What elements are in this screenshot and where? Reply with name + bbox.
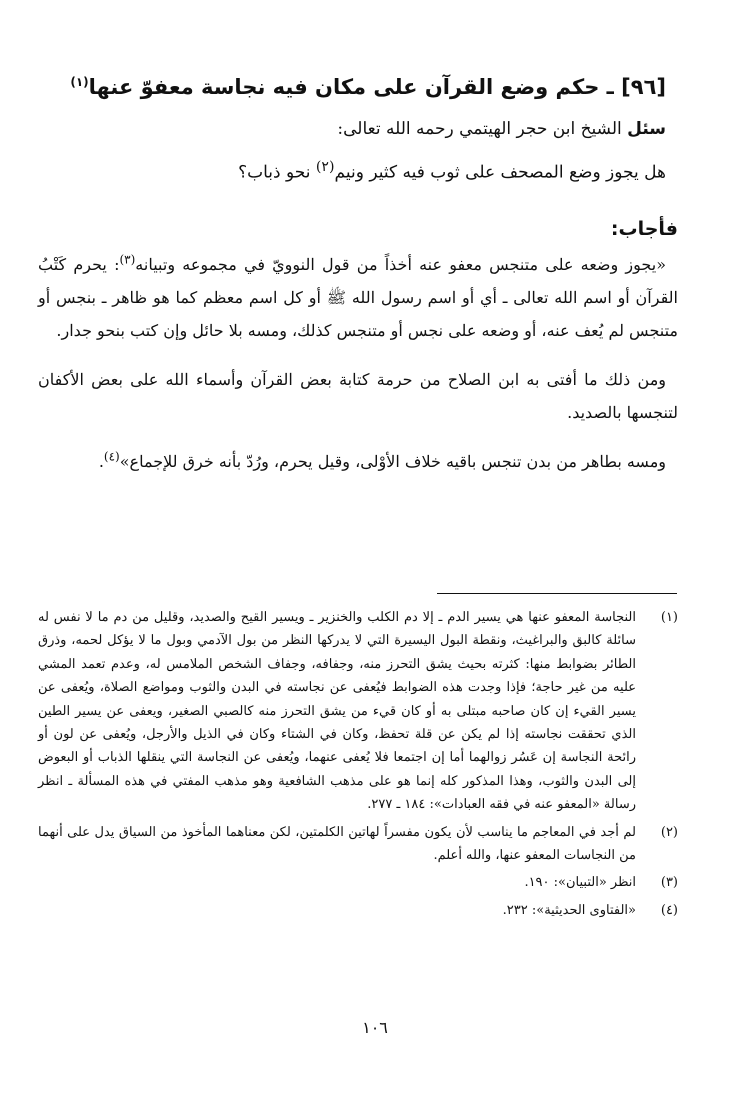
footnote-text: انظر «التبيان»: ١٩٠. [524, 875, 636, 891]
footnote-ref-4[interactable]: (٤) [103, 449, 120, 464]
title-text: [٩٦] ـ حكم وضع القرآن على مكان فيه نجاسة معفوّ عنها [88, 75, 666, 99]
footnote-text: النجاسة المعفو عنها هي يسير الدم ـ إلا دم الكلب والخنزير ـ ويسير القيح والصديد، وقليل من دم ما لا نفس له سائلة كالبق والبراغيث، ونقطة البول اليسيرة التي لا يدركها النظر من بول الآدمي وبول ما لا يؤكل لحمه، وذرق الطائر بضوابط منها: كثرته بحيث يشق التحرز منه، وجفافه، وجفاف الشخص الملامس له، وعدم تعمد المشي عليه من غير حاجة؛ فإذا وجدت هذه الضوابط فيُعفى عن نجاسته في البدن والثوب ومواضع الصلاة، ويُعفى عن يسير القيء إن كان صاحبه مبتلى به أو كان قيء من يشق التحرز منه كالصبي الصغير، ويعفى عن يسير الطين الذي تحققت نجاسته إذا لم يكن عن قلة تحفظ، وكان في الشتاء وكان في الذيل والأرجل، ويُعفى عن لون أو رائحة النجاسة إن عَسُر زوالهما أما إن اجتمعا فلا يُعفى عنهما، ويُعفى عن النجاسة التي ينقلها الذباب أو البعوض إلى البدن والثوب، وهذا المذكور كله إنما هو على مذهب الشافعية وهو مذهب المفتي في هذه المسألة ـ انظر رسالة «المعفو عنه في فقه العبادات»: ١٨٤ ـ ٢٧٧. [38, 610, 637, 813]
footnote-ref-3[interactable]: (٣) [119, 252, 136, 267]
fatwa-title [38, 72, 678, 102]
question-asker: سئل [627, 119, 666, 139]
question-block [38, 110, 678, 192]
footnote-number: (٤) [660, 902, 678, 918]
footnote-2 [38, 821, 678, 868]
footnote-ref-2[interactable]: (٢) [315, 159, 335, 175]
footnote-number: (٣) [660, 875, 678, 891]
question-text-after: نحو ذباب؟ [238, 162, 311, 183]
question-intro-line [38, 110, 666, 148]
p3-text: ومسه بطاهر من بدن تنجس باقيه خلاف الأوْلى، وقيل يحرم، ورُدّ بأنه خرق للإجماع» [119, 451, 666, 471]
question-intro: الشيخ ابن حجر الهيتمي رحمه الله تعالى: [337, 119, 622, 139]
p1-part1: «يجوز وضعه على متنجس معفو عنه أخذاً من قول النوويّ في مجموعه وتبيانه [135, 254, 666, 274]
question-text-line [38, 148, 666, 192]
footnote-text: لم أجد في المعاجم ما يناسب لأن يكون مفسراً لهاتين الكلمتين، لكن معناهما المأخوذ من السياق يدل على أنهما من النجاسات المعفو عنها، والله أعلم. [38, 824, 636, 864]
question-text-before: هل يجوز وضع المصحف على ثوب فيه كثير ونيم [334, 162, 666, 183]
footnote-number: (٢) [660, 824, 678, 840]
footnote-1 [38, 606, 678, 817]
answer-paragraph-1 [38, 248, 678, 347]
p3-end: . [98, 451, 104, 471]
footnote-number: (١) [660, 610, 678, 625]
footnotes [38, 606, 678, 926]
p1-part2: : يحرم كَتْبُ القرآن أو اسم الله تعالى ـ أي أو اسم رسول الله ﷺ أو كل اسم معظم كما هو ظاهر ـ بنجس أو متنجس لم يُعف عنه، أو وضعه على نجس أو متنجس كذلك، ومسه بلا حائل وإن كتب بنحو جدار. [38, 254, 678, 340]
answer-label: فأجاب: [610, 217, 678, 240]
page-number: ١٠٦ [362, 1018, 388, 1037]
answer-paragraph-3 [38, 445, 678, 478]
main-text [38, 72, 678, 494]
footnote-text: «الفتاوى الحديثية»: ٢٣٢. [502, 902, 636, 918]
footnote-ref-1[interactable]: (١) [70, 75, 89, 89]
footnote-4 [38, 899, 678, 922]
footnote-3 [38, 871, 678, 894]
footnote-divider [437, 593, 677, 594]
answer-paragraph-2: ومن ذلك ما أفتى به ابن الصلاح من حرمة كتابة بعض القرآن وأسماء الله على بعض الأكفان لتنجسها بالصديد. [38, 369, 678, 422]
